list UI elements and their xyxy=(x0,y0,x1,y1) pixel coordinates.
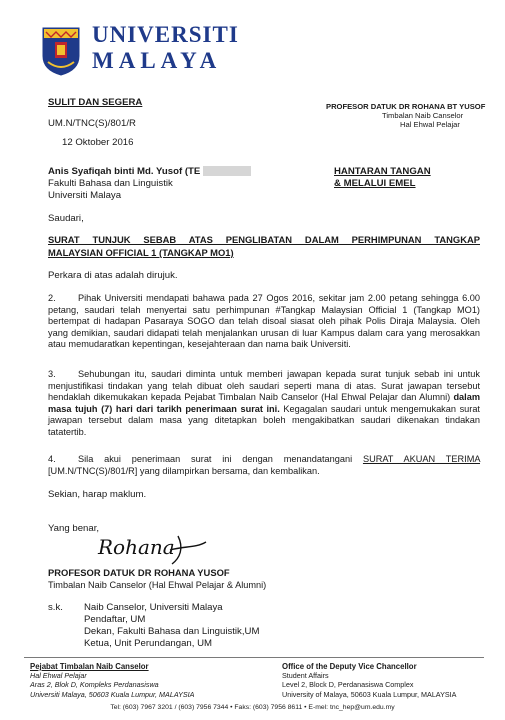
footer-right-line: Student Affairs xyxy=(282,671,329,681)
footer-contact: Tel: (603) 7967 3201 / (603) 7956 7344 • Faks: (603) 7956 8611 • E-mel: tnc_hep@um.edu.my xyxy=(110,704,395,711)
paragraph-3-text-b: Kegagalan saudari untuk mengemukakan surat jawapan tersebut dalam masa yang ditetapkan boleh mengakibatkan saudari dikenakan tindakan tatatertib. xyxy=(48,403,480,437)
university-crest-icon xyxy=(42,26,80,76)
paragraph-3-text-a: Sehubungan itu, saudari diminta untuk memberi jawapan kepada surat tunjuk sebab ini untuk menjustifikasi tindakan yang telah dibuat oleh saudari seperti mana di atas. Surat jawapan tersebut hendaklah dikemukakan kepada Pejabat Timbalan Naib Canselor (Hal Ehwal Pelajar dan Alumni) xyxy=(48,369,480,403)
footer-right-line: University of Malaya, 50603 Kuala Lumpur, MALAYSIA xyxy=(282,689,457,699)
recipient-university: Universiti Malaya xyxy=(48,190,122,201)
footer-left xyxy=(30,662,250,699)
cc-item: Ketua, Unit Perundangan, UM xyxy=(84,638,212,649)
footer-right xyxy=(282,662,482,699)
closing-text: Sekian, harap maklum. xyxy=(48,489,147,500)
reference-number: UM.N/TNC(S)/801/R xyxy=(48,118,136,129)
intro-text: Perkara di atas adalah dirujuk. xyxy=(48,270,178,281)
cc-item: Dekan, Fakulti Bahasa dan Linguistik,UM xyxy=(84,626,260,637)
footer-divider xyxy=(24,657,484,658)
footer-left-line: Universiti Malaya, 50603 Kuala Lumpur, MALAYSIA xyxy=(30,689,195,699)
paragraph-3-deadline: dalam masa tujuh (7) hari dari tarikh penerimaan surat ini. xyxy=(48,392,480,414)
footer-left-title: Pejabat Timbalan Naib Canselor xyxy=(30,662,149,671)
sender-name: PROFESOR DATUK DR ROHANA BT YUSOF xyxy=(326,102,486,111)
letter-date: 12 Oktober 2016 xyxy=(62,137,134,148)
sender-title-1: Timbalan Naib Canselor xyxy=(382,111,464,120)
signature xyxy=(92,528,212,568)
subject-line-2: MALAYSIAN OFFICIAL 1 (TANGKAP MO1) xyxy=(48,247,234,258)
recipient-faculty: Fakulti Bahasa dan Linguistik xyxy=(48,178,173,189)
signatory-name: PROFESOR DATUK DR ROHANA YUSOF xyxy=(48,567,230,578)
paragraph-2 xyxy=(48,293,480,351)
delivery-line-1: HANTARAN TANGAN xyxy=(334,166,431,177)
footer-left-line: Aras 2, Blok D, Kompleks Perdanasiswa xyxy=(30,680,159,690)
paragraph-4-text-b: [UM.N/TNC(S)/801/R] yang dilampirkan bersama, dan kembalikan. xyxy=(48,465,320,476)
cc-item: Naib Canselor, Universiti Malaya xyxy=(84,602,223,613)
sender-title-2: Hal Ehwal Pelajar xyxy=(400,120,460,129)
university-name-line1: UNIVERSITI xyxy=(92,22,239,47)
paragraph-3 xyxy=(48,369,480,439)
cc-item: Pendaftar, UM xyxy=(84,614,146,625)
delivery-line-2: & MELALUI EMEL xyxy=(334,178,416,189)
signature-lettering: Rohana xyxy=(98,535,175,559)
university-logo xyxy=(42,22,252,82)
university-name-line2: MALAYA xyxy=(92,48,222,73)
salutation: Saudari, xyxy=(48,213,84,224)
paragraph-4-form-name: SURAT AKUAN TERIMA xyxy=(362,454,480,464)
paragraph-4-text-a: Sila akui penerimaan surat ini dengan menandatangani xyxy=(78,454,353,464)
subject-line-1: SURAT TUNJUK SEBAB ATAS PENGLIBATAN DALAM PERHIMPUNAN TANGKAP xyxy=(48,234,480,245)
footer-right-line: Level 2, Block D, Perdanasiswa Complex xyxy=(282,680,414,690)
paragraph-4-number: 4. xyxy=(48,454,56,464)
paragraph-2-text: Pihak Universiti mendapati bahawa pada 27 Ogos 2016, sekitar jam 2.00 petang sehingga 6.00 petang, saudari telah menyertai satu perhimpunan #Tangkap Malaysian Official 1 (Tangkap MO1) bertempat di hadapan Pasaraya SOGO dan telah disoal siasat oleh pihak Polis Diraja Malaysia. Oleh yang demikian, saudari didapati telah menjalankan urusan di luar Kampus dalam cara yang merosakkan atau memudaratkan kepentingan, kesejahteraan dan nama baik Universiti. xyxy=(48,293,480,350)
recipient-name: Anis Syafiqah binti Md. Yusof (TE xyxy=(48,166,251,178)
paragraph-3-number: 3. xyxy=(48,369,56,379)
signoff-text: Yang benar, xyxy=(48,523,100,534)
paragraph-2-number: 2. xyxy=(48,293,56,303)
footer-left-line: Hal Ehwal Pelajar xyxy=(30,671,87,681)
footer-right-title: Office of the Deputy Vice Chancellor xyxy=(282,662,417,671)
cc-label: s.k. xyxy=(48,602,63,613)
classification-label: SULIT DAN SEGERA xyxy=(48,97,143,108)
redaction-block xyxy=(203,166,251,176)
signatory-title: Timbalan Naib Canselor (Hal Ehwal Pelajar & Alumni) xyxy=(48,580,267,590)
paragraph-4 xyxy=(48,454,480,477)
